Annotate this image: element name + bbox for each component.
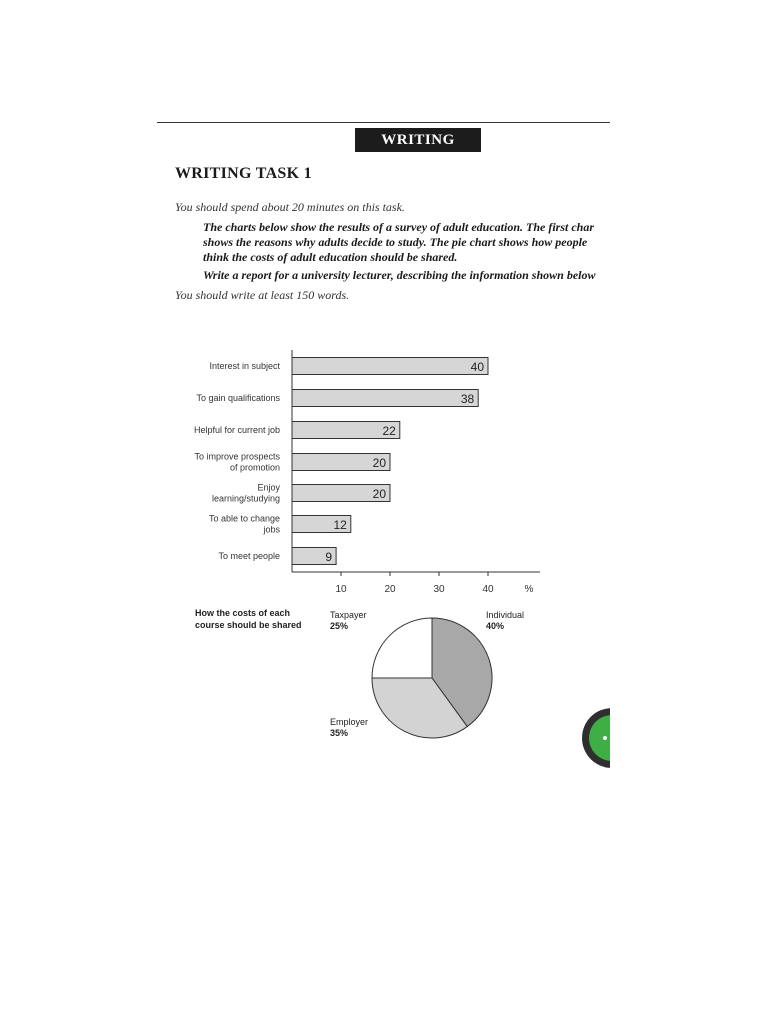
dot-icon — [603, 736, 607, 740]
category-label: learning/studying — [211, 493, 280, 504]
x-tick-label: 40 — [482, 584, 494, 595]
bar-value-label: 38 — [460, 392, 475, 406]
x-tick-label: 30 — [433, 584, 445, 595]
pie-slice — [372, 618, 432, 678]
category-label: To able to change — [208, 513, 280, 524]
x-unit-label: % — [524, 584, 534, 595]
category-label: jobs — [263, 524, 280, 535]
category-label: To improve prospects — [194, 451, 280, 462]
pie-slice-value: 25% — [330, 621, 349, 631]
pie-title: course should be shared — [195, 620, 302, 630]
time-instruction: You should spend about 20 minutes on this task. — [175, 200, 405, 214]
category-label: Interest in subject — [209, 361, 280, 371]
category-label: Enjoy — [257, 482, 280, 493]
word-instruction: You should write at least 150 words. — [175, 288, 350, 302]
prompt-line-2: shows the reasons why adults decide to study. The pie chart shows how people — [203, 235, 588, 249]
bar-value-label: 20 — [372, 487, 386, 501]
section-banner: WRITING — [355, 128, 481, 152]
prompt-line-1: The charts below show the results of a survey of adult education. The first char — [203, 220, 595, 234]
bar-value-label: 12 — [333, 518, 347, 532]
pie-slice-value: 40% — [486, 621, 505, 631]
bar-value-label: 20 — [372, 456, 386, 470]
category-label: Helpful for current job — [193, 425, 280, 435]
bar — [292, 390, 478, 407]
pie-slice-label: Taxpayer — [330, 610, 367, 620]
x-tick-label: 20 — [384, 584, 396, 595]
bar-value-label: 40 — [470, 360, 484, 374]
category-label: To gain qualifications — [196, 393, 280, 403]
report-instruction: Write a report for a university lecturer, describing the information shown below — [203, 268, 596, 282]
bar-value-label: 9 — [325, 550, 333, 564]
floating-action-button[interactable] — [582, 708, 610, 769]
bar-value-label: 22 — [382, 424, 396, 438]
prompt-line-3: think the costs of adult education should be shared. — [203, 250, 458, 264]
task-title: WRITING TASK 1 — [175, 165, 312, 182]
x-tick-label: 10 — [335, 584, 347, 595]
category-label: of promotion — [229, 462, 280, 473]
pie-slice-value: 35% — [330, 728, 349, 738]
category-label: To meet people — [218, 551, 280, 561]
pie-slice-label: Employer — [330, 717, 369, 727]
pie-slice-label: Individual — [486, 610, 525, 620]
pie-title: How the costs of each — [195, 608, 291, 618]
bar — [292, 358, 488, 375]
